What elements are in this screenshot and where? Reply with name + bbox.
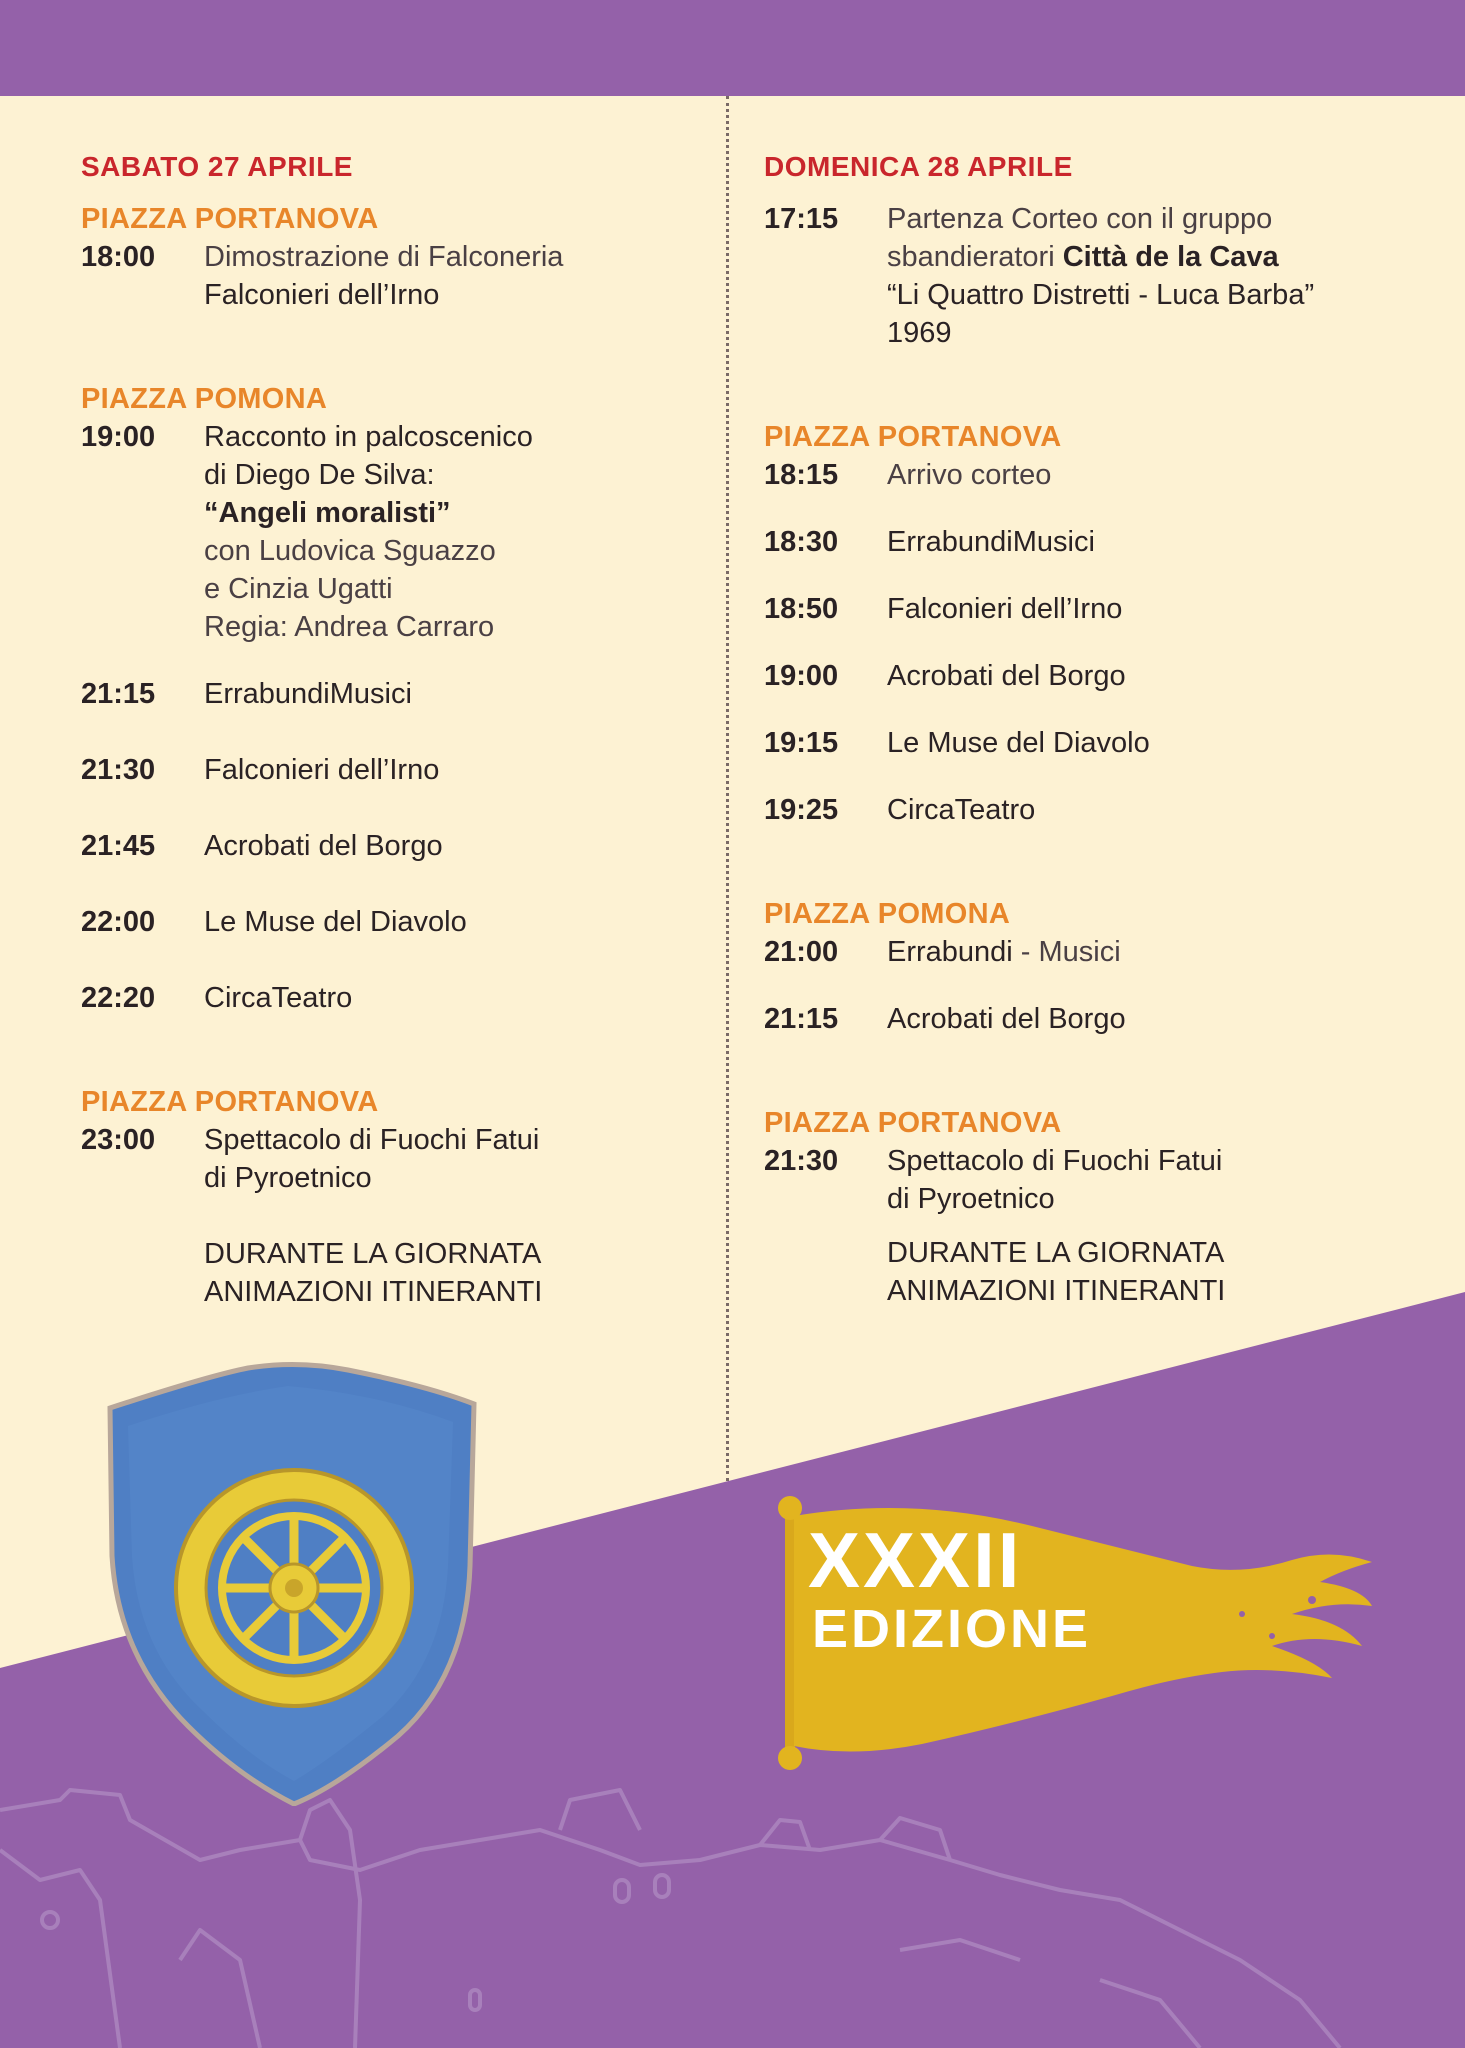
schedule-entry bbox=[764, 657, 1374, 695]
venue-heading: PIAZZA PORTANOVA bbox=[764, 421, 1062, 453]
venue-heading: PIAZZA PORTANOVA bbox=[81, 1086, 379, 1118]
entry-line: Acrobati del Borgo bbox=[204, 830, 443, 862]
note-line: ANIMAZIONI ITINERANTI bbox=[887, 1275, 1226, 1307]
schedule-entry bbox=[81, 418, 691, 646]
schedule-entry bbox=[764, 791, 1374, 829]
entry-time: 19:00 bbox=[81, 421, 156, 453]
venue-heading: PIAZZA PORTANOVA bbox=[764, 1107, 1062, 1139]
note-line: DURANTE LA GIORNATA bbox=[887, 1237, 1225, 1269]
schedule-entry bbox=[81, 751, 691, 789]
entry-line-bold: Città de la Cava bbox=[1062, 241, 1279, 273]
entry-line-bold: “Angeli moralisti” bbox=[204, 497, 451, 529]
schedule-entry bbox=[81, 675, 691, 713]
entry-time: 17:15 bbox=[764, 203, 839, 235]
entry-line: Le Muse del Diavolo bbox=[887, 727, 1150, 759]
venue-heading: PIAZZA PORTANOVA bbox=[81, 203, 379, 235]
entry-line: CircaTeatro bbox=[204, 982, 353, 1014]
entry-text bbox=[887, 200, 1314, 352]
entry-time: 21:15 bbox=[81, 678, 156, 710]
entry-line: Spettacolo di Fuochi Fatui bbox=[204, 1124, 540, 1156]
entry-line: Regia: Andrea Carraro bbox=[204, 611, 495, 643]
entry-line: di Pyroetnico bbox=[887, 1183, 1055, 1215]
wheel-icon bbox=[176, 1470, 412, 1706]
entry-line: Spettacolo di Fuochi Fatui bbox=[887, 1145, 1223, 1177]
entry-time: 23:00 bbox=[81, 1124, 156, 1156]
entry-line: Racconto in palcoscenico bbox=[204, 421, 533, 453]
entry-line: Falconieri dell’Irno bbox=[204, 754, 440, 786]
entry-text bbox=[204, 418, 533, 646]
entry-line: di Pyroetnico bbox=[204, 1162, 372, 1194]
entry-line: ErrabundiMusici bbox=[204, 678, 412, 710]
entry-text bbox=[887, 1234, 1225, 1310]
schedule-entry bbox=[764, 724, 1374, 762]
sunday-schedule bbox=[764, 148, 1374, 1310]
schedule-entry bbox=[764, 200, 1374, 352]
entry-text bbox=[204, 238, 563, 314]
entry-time: 19:15 bbox=[764, 727, 839, 759]
saturday-title: SABATO 27 APRILE bbox=[81, 151, 353, 182]
sunday-title: DOMENICA 28 APRILE bbox=[764, 151, 1073, 182]
entry-line: Errabundi bbox=[887, 936, 1013, 968]
entry-time: 22:20 bbox=[81, 982, 156, 1014]
schedule-entry bbox=[764, 456, 1374, 494]
entry-line: Partenza Corteo con il gruppo bbox=[887, 203, 1273, 235]
schedule-note bbox=[81, 1235, 691, 1311]
schedule-entry bbox=[764, 1142, 1374, 1218]
entry-text bbox=[887, 1142, 1222, 1218]
entry-time: 18:15 bbox=[764, 459, 839, 491]
edition-label: EDIZIONE bbox=[812, 1599, 1092, 1659]
entry-line: - Musici bbox=[1012, 936, 1121, 968]
entry-time: 19:00 bbox=[764, 660, 839, 692]
entry-time: 18:50 bbox=[764, 593, 839, 625]
entry-line: sbandieratori bbox=[887, 241, 1063, 273]
entry-line: ErrabundiMusici bbox=[887, 526, 1095, 558]
schedule-entry bbox=[81, 1121, 691, 1197]
entry-time: 18:30 bbox=[764, 526, 839, 558]
entry-time: 21:15 bbox=[764, 1003, 839, 1035]
entry-time: 19:25 bbox=[764, 794, 839, 826]
entry-line: Dimostrazione di Falconeria bbox=[204, 241, 564, 273]
entry-line: CircaTeatro bbox=[887, 794, 1036, 826]
entry-time: 21:00 bbox=[764, 936, 839, 968]
entry-line: Falconieri dell’Irno bbox=[204, 279, 440, 311]
entry-line: di Diego De Silva: bbox=[204, 459, 435, 491]
note-line: ANIMAZIONI ITINERANTI bbox=[204, 1276, 543, 1308]
schedule-entry bbox=[764, 523, 1374, 561]
entry-text bbox=[204, 1235, 542, 1311]
entry-line: Acrobati del Borgo bbox=[887, 660, 1126, 692]
saturday-schedule bbox=[81, 148, 691, 1311]
schedule-entry bbox=[764, 933, 1374, 971]
entry-line: 1969 bbox=[887, 317, 952, 349]
schedule-entry bbox=[764, 590, 1374, 628]
schedule-entry bbox=[81, 238, 691, 314]
entry-line: Falconieri dell’Irno bbox=[887, 593, 1123, 625]
venue-heading: PIAZZA POMONA bbox=[764, 898, 1011, 930]
entry-line: e Cinzia Ugatti bbox=[204, 573, 393, 605]
entry-time: 18:00 bbox=[81, 241, 156, 273]
coat-of-arms-shield bbox=[98, 1356, 480, 1806]
edition-number: XXXII bbox=[808, 1516, 1023, 1604]
entry-time: 21:30 bbox=[764, 1145, 839, 1177]
note-line: DURANTE LA GIORNATA bbox=[204, 1238, 542, 1270]
entry-line: Acrobati del Borgo bbox=[887, 1003, 1126, 1035]
entry-time: 22:00 bbox=[81, 906, 156, 938]
schedule-note bbox=[764, 1234, 1374, 1310]
entry-time: 21:30 bbox=[81, 754, 156, 786]
column-divider bbox=[726, 96, 729, 1481]
entry-text bbox=[204, 1121, 539, 1197]
schedule-entry bbox=[81, 827, 691, 865]
schedule-entry bbox=[764, 1000, 1374, 1038]
entry-line: Le Muse del Diavolo bbox=[204, 906, 467, 938]
schedule-entry bbox=[81, 903, 691, 941]
schedule-entry bbox=[81, 979, 691, 1017]
entry-line: “Li Quattro Distretti - Luca Barba” bbox=[887, 279, 1315, 311]
venue-heading: PIAZZA POMONA bbox=[81, 383, 328, 415]
entry-line: con Ludovica Sguazzo bbox=[204, 535, 496, 567]
entry-line: Arrivo corteo bbox=[887, 459, 1052, 491]
entry-time: 21:45 bbox=[81, 830, 156, 862]
